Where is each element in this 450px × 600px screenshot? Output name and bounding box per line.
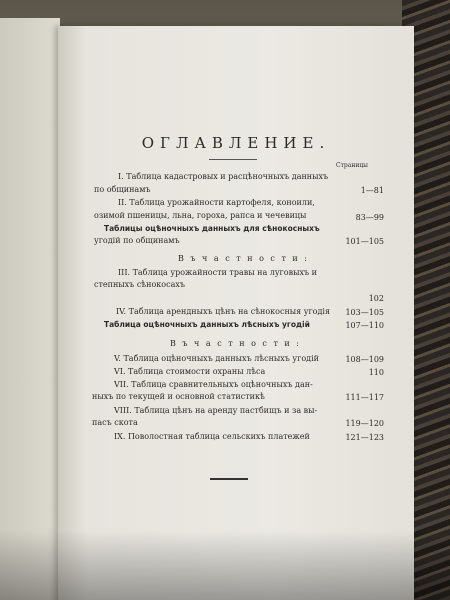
toc-entry-2-pages: 83—99: [355, 213, 384, 222]
toc-entry-5-line1: IV. Таблица арендныхъ цѣнъ на сѣнокосныя угодія: [116, 307, 331, 316]
page-title: ОГЛАВЛЕНИЕ.: [141, 134, 331, 152]
toc-entry-4-pages: 102: [368, 294, 384, 303]
toc-entry-4-line1: III. Таблица урожайности травы на луговыхъ и: [118, 268, 317, 277]
toc-entry-3-line1: Таблицы оцѣночныхъ данныхъ для сѣнокосныхъ: [104, 224, 320, 233]
toc-entry-10-line1: VIII. Таблица цѣнъ на аренду пастбищъ и за вы-: [114, 406, 318, 415]
left-page-edge: [0, 18, 60, 600]
toc-entry-7-pages: 108—109: [345, 355, 384, 364]
toc-entry-2-line1: II. Таблица урожайности картофеля, коноили,: [118, 198, 315, 207]
subsection-heading-1: В ъ ч а с т н о с т и :: [178, 254, 309, 263]
toc-entry-3-pages: 101—105: [345, 237, 384, 246]
bottom-shadow: [0, 530, 450, 600]
toc-entry-8-pages: 110: [368, 368, 384, 377]
toc-entry-7-line1: V. Таблица оцѣночныхъ данныхъ лѣсныхъ угодій: [114, 354, 319, 363]
toc-entry-6-pages: 107—110: [345, 321, 384, 330]
toc-entry-2-line2: озимой пшеницы, льна, гороха, рапса и чечевицы: [94, 211, 307, 220]
book-page: [58, 26, 414, 600]
toc-entry-5-pages: 103—105: [345, 308, 384, 317]
toc-entry-9-pages: 111—117: [345, 393, 384, 402]
toc-entry-11-line1: IX. Поволостная таблица сельскихъ платежей: [114, 432, 310, 441]
toc-entry-9-line2: ныхъ по текущей и основной статистикѣ: [92, 392, 265, 401]
toc-entry-1-pages: 1—81: [360, 186, 384, 195]
page-column-header: Страницы: [336, 162, 368, 169]
toc-entry-10-line2: пасъ скота: [92, 418, 138, 427]
toc-entry-10-pages: 119—120: [345, 419, 384, 428]
toc-entry-8-line1: VI. Таблица стоимости охраны лѣса: [114, 367, 266, 376]
end-rule: [210, 478, 248, 480]
toc-entry-3-line2: угодій по общинамъ: [94, 236, 180, 245]
toc-entry-4-line2: степныхъ сѣнокосахъ: [94, 280, 185, 289]
toc-entry-11-pages: 121—123: [345, 433, 384, 442]
toc-entry-6-line1: Таблица оцѣночныхъ данныхъ лѣсныхъ угодій: [104, 320, 310, 329]
subsection-heading-2: В ъ ч а с т н о с т и :: [170, 339, 301, 348]
toc-entry-9-line1: VII. Таблица сравнительныхъ оцѣночныхъ дан-: [114, 380, 313, 389]
toc-entry-1-line1: I. Таблица кадастровых и расцѣночныхъ данныхъ: [118, 172, 329, 181]
toc-entry-1-line2: по общинамъ: [94, 185, 151, 194]
title-rule: [209, 159, 257, 160]
